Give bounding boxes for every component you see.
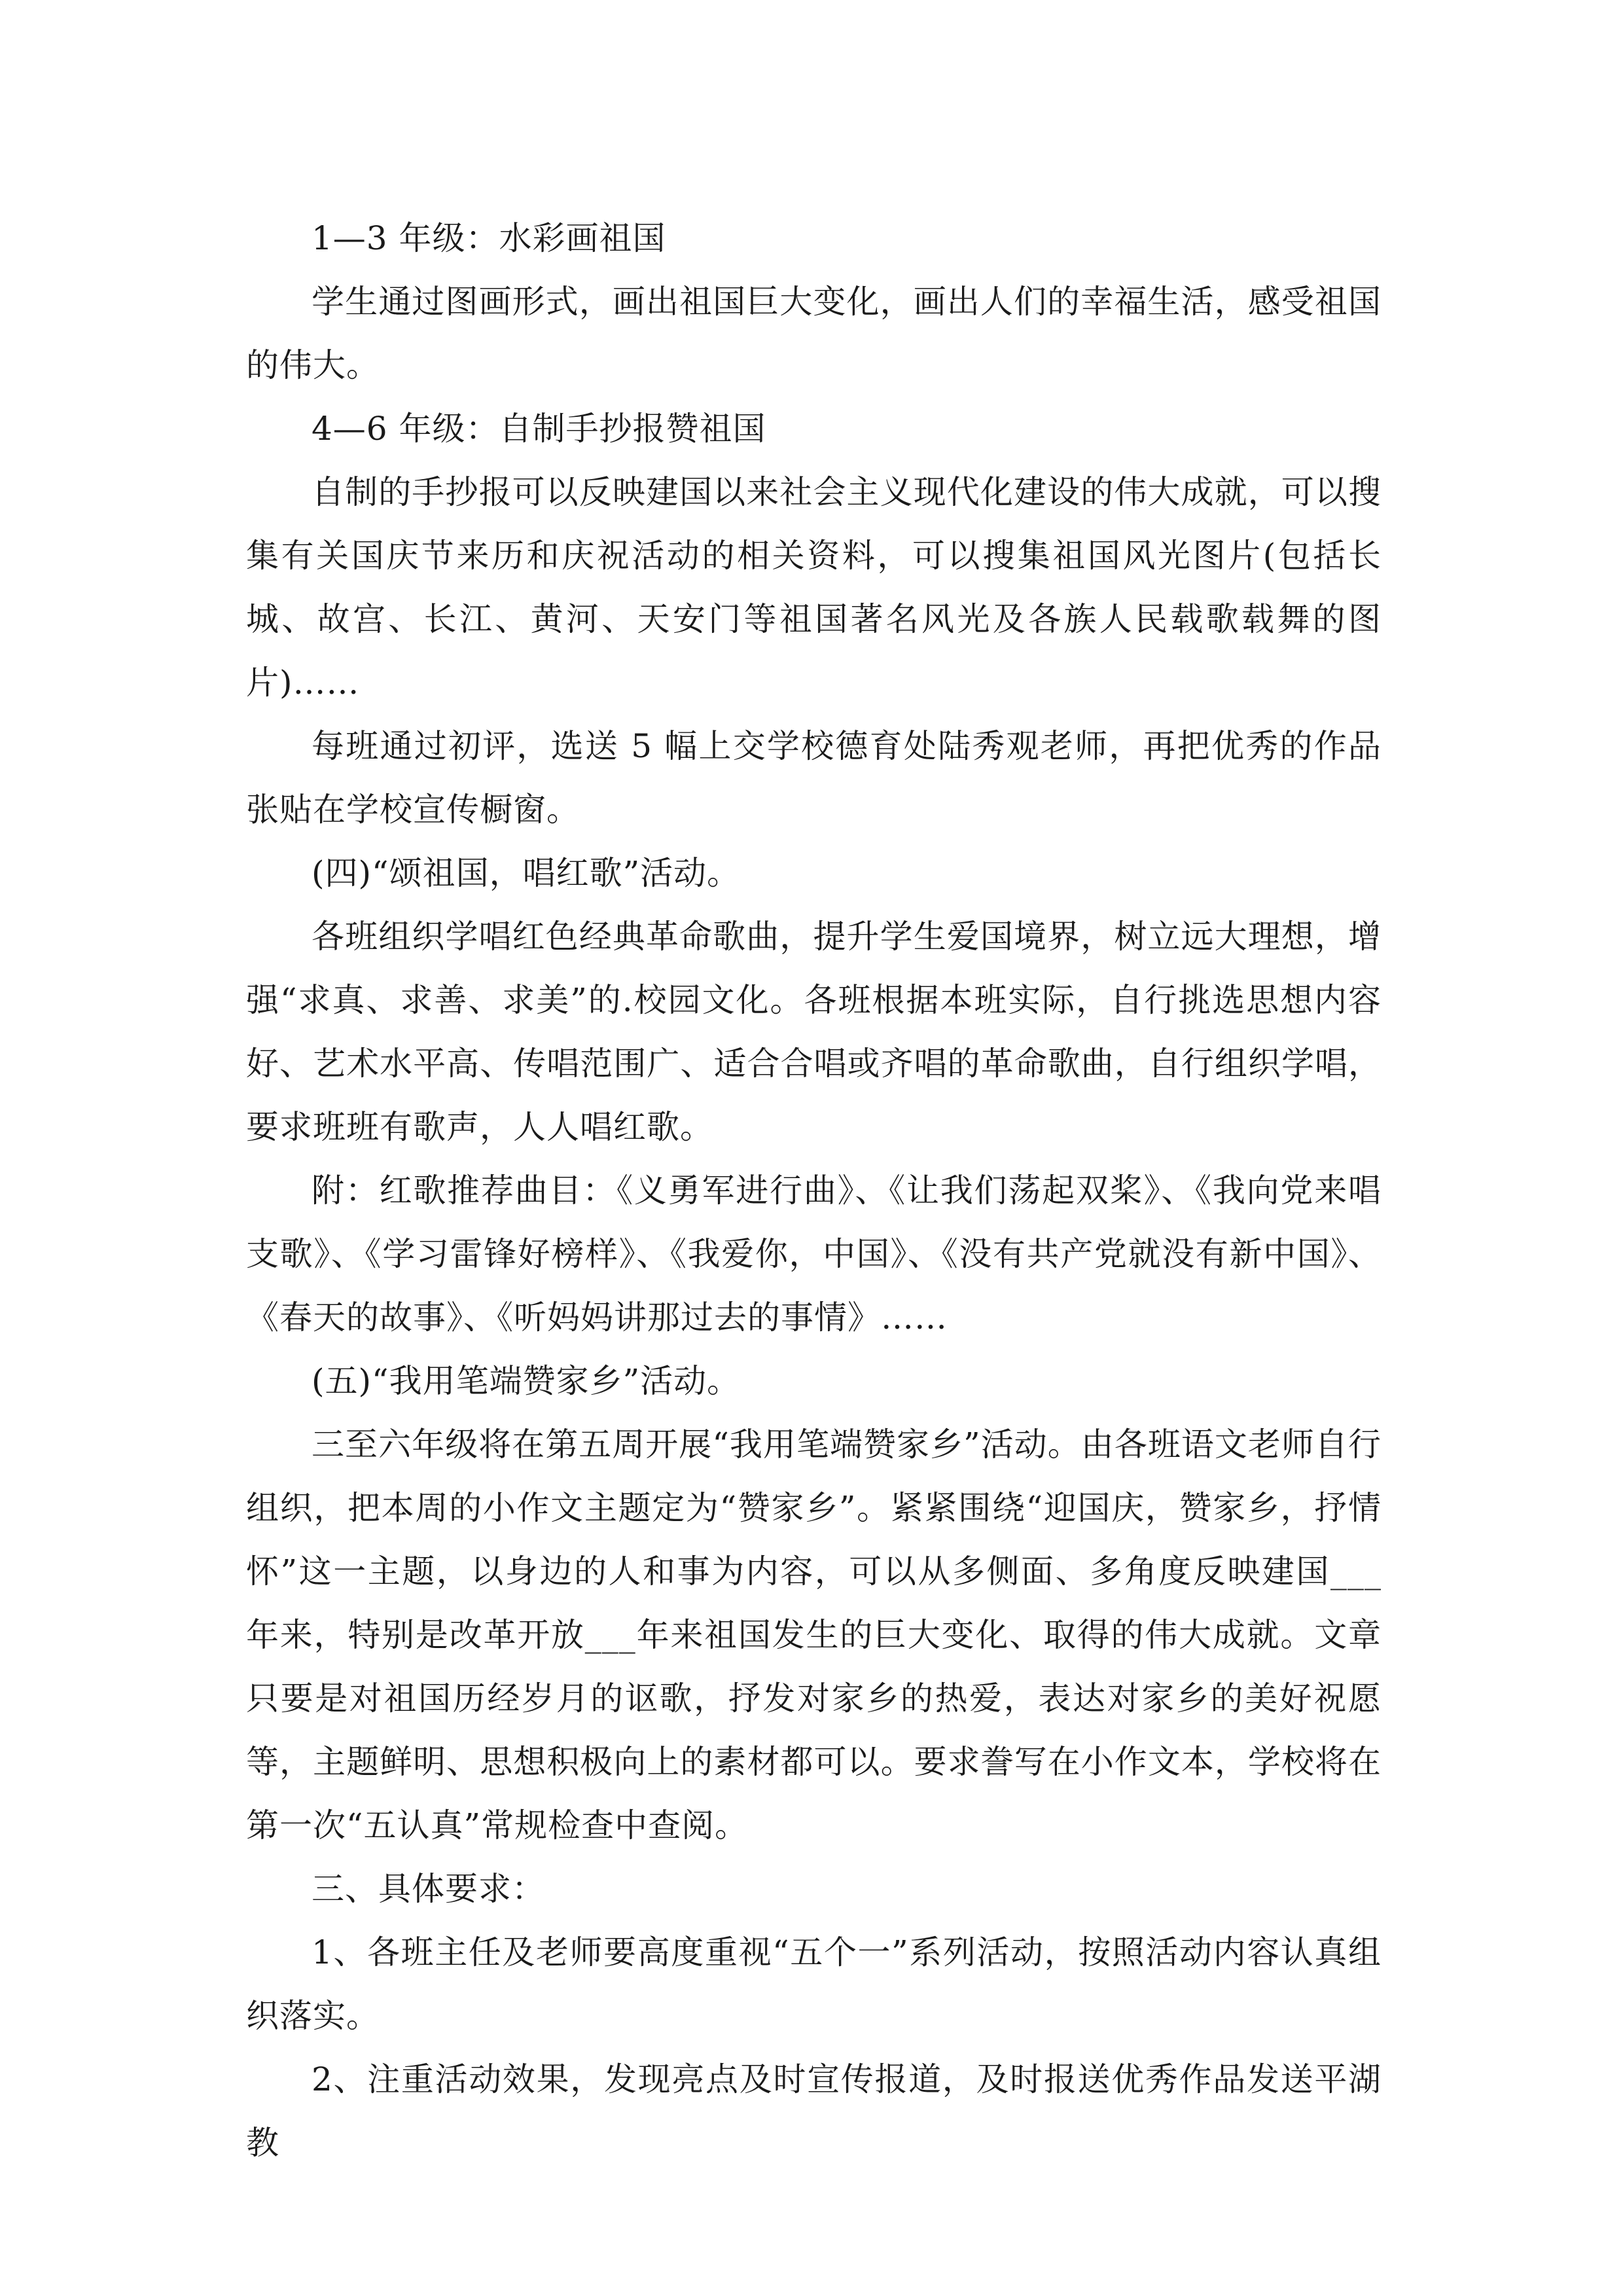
paragraph-grade-4-6-text: 自制的手抄报可以反映建国以来社会主义现代化建设的伟大成就，可以搜集有关国庆节来历和庆祝活动的相关资料，可以搜集祖国风光图片(包括长城、故宫、长江、黄河、天安门等祖国著名风光及各族人民载歌载舞的图片)……	[246, 473, 1382, 702]
paragraph-requirement-2: 2、注重活动效果，发现亮点及时宣传报道，及时报送优秀作品发送平湖教	[246, 2060, 1382, 2162]
paragraph-requirement-1: 1、各班主任及老师要高度重视“五个一”系列活动，按照活动内容认真组织落实。	[246, 1933, 1382, 2035]
paragraph-section-5-heading: (五)“我用笔端赞家乡”活动。	[312, 1362, 741, 1400]
paragraph-section-4-text: 各班组织学唱红色经典革命歌曲，提升学生爱国境界，树立远大理想，增强“求真、求善、求美”的.校园文化。各班根据本班实际，自行挑选思想内容好、艺术水平高、传唱范围广、适合合唱或齐唱的革命歌曲，自行组织学唱，要求班班有歌声，人人唱红歌。	[246, 918, 1382, 1146]
paragraph-grade-1-3-heading: 1—3 年级：水彩画祖国	[312, 219, 666, 257]
paragraph-grade-1-3-text: 学生通过图画形式，画出祖国巨大变化，画出人们的幸福生活，感受祖国的伟大。	[246, 283, 1382, 384]
paragraph-song-list: 附：红歌推荐曲目：《义勇军进行曲》、《让我们荡起双桨》、《我向党来唱支歌》、《学习雷锋好榜样》、《我爱你，中国》、《没有共产党就没有新中国》、《春天的故事》、《听妈妈讲那过去的事情》……	[246, 1172, 1382, 1336]
paragraph-requirements-heading: 三、具体要求：	[312, 1870, 545, 1908]
paragraph-grade-4-6-heading: 4—6 年级：自制手抄报赞祖国	[312, 410, 766, 448]
document-body	[246, 207, 1382, 2175]
paragraph-section-5-text: 三至六年级将在第五周开展“我用笔端赞家乡”活动。由各班语文老师自行组织，把本周的小作文主题定为“赞家乡”。紧紧围绕“迎国庆，赞家乡，抒情怀”这一主题，以身边的人和事为内容，可以从多侧面、多角度反映建国___年来，特别是改革开放___年来祖国发生的巨大变化、取得的伟大成就。文章只要是对祖国历经岁月的讴歌，抒发对家乡的热爱，表达对家乡的美好祝愿等，主题鲜明、思想积极向上的素材都可以。要求誊写在小作文本，学校将在第一次“五认真”常规检查中查阅。	[246, 1426, 1382, 1844]
paragraph-section-4-heading: (四)“颂祖国，唱红歌”活动。	[312, 854, 741, 892]
paragraph-selection-text: 每班通过初评，选送 5 幅上交学校德育处陆秀观老师，再把优秀的作品张贴在学校宣传橱窗。	[246, 727, 1382, 829]
